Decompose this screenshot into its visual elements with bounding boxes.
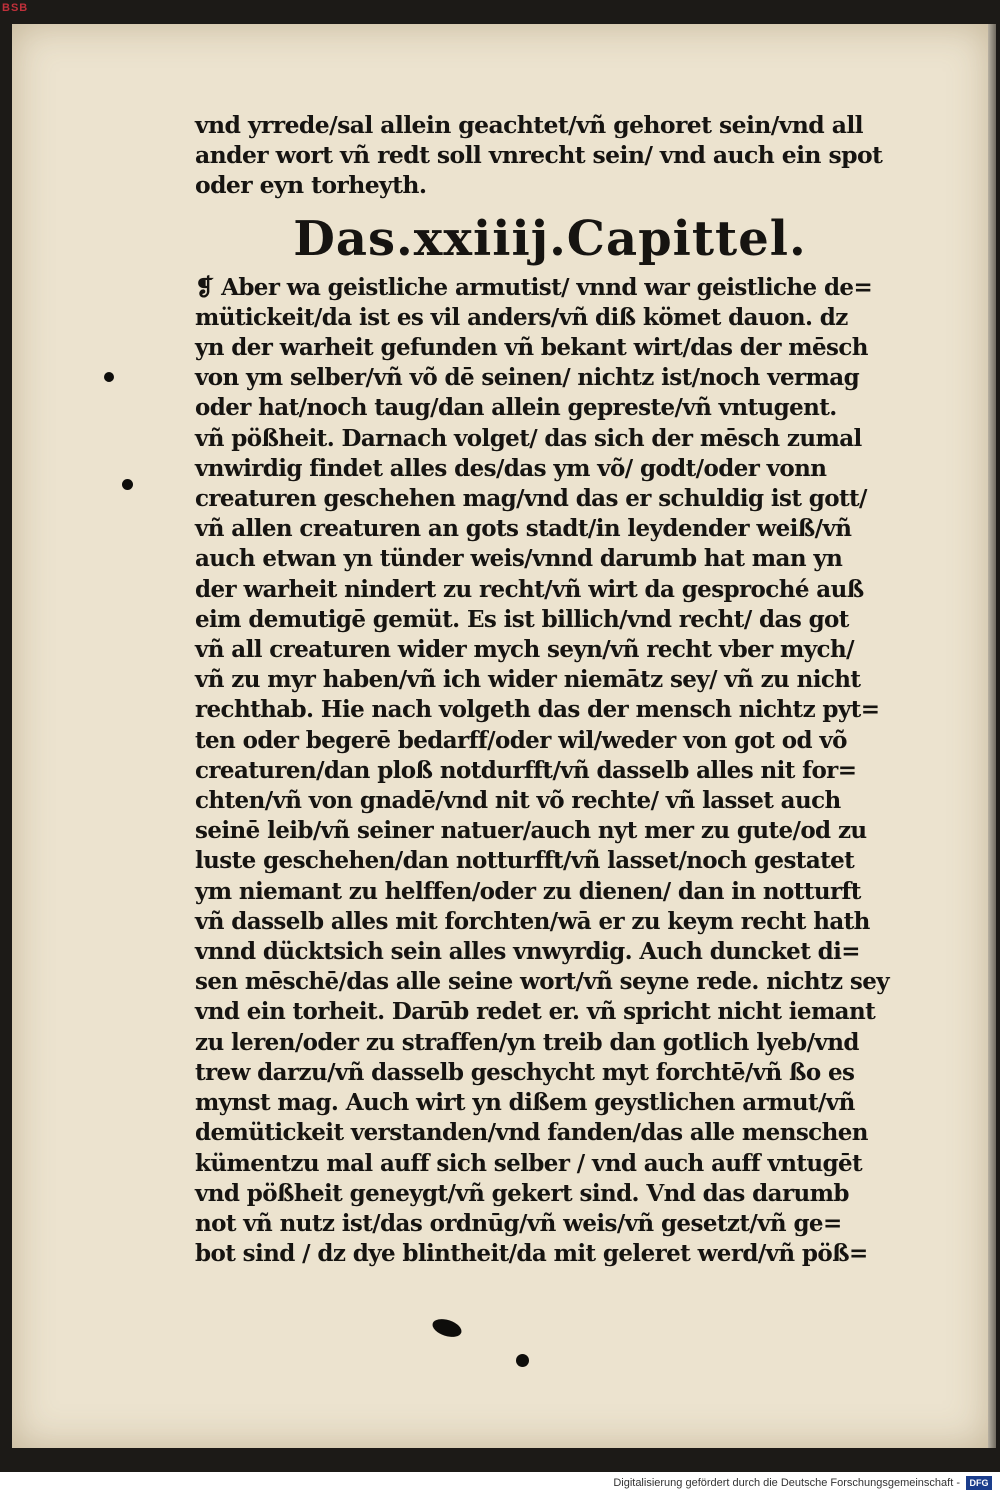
text-line: der warheit nindert zu recht/vñ wirt da gesproché auß [195,575,864,603]
text-line: vnwirdig findet alles des/das ym võ/ godt/oder vonn [195,454,827,482]
text-line: vnd pößheit geneygt/vñ gekert sind. Vnd das darumb [195,1179,849,1207]
text-line: auch etwan yn tünder weis/vnnd darumb hat man yn [195,545,843,573]
text-line: ten oder begerē bedarff/oder wil/weder von got od võ [195,726,847,754]
text-line: kümentzu mal auff sich selber / vnd auch auff vntugēt [195,1149,863,1177]
text-line: bot sind / dz dye blintheit/da mit geleret werd/vñ pöß= [195,1240,868,1268]
text-line: vñ allen creaturen an gots stadt/in leydender weiß/vñ [195,515,852,543]
text-line: sen mēschē/das alle seine wort/vñ seyne rede. nichtz sey [195,968,890,996]
ink-spot [104,372,114,382]
text-block [195,110,895,1269]
text-line: vnd yrrede/sal allein geachtet/vñ gehoret sein/vnd all [195,111,863,139]
lead-paragraph [195,110,895,201]
ink-spot [516,1354,529,1367]
chapter-body [195,273,895,1270]
text-line: ym niemant zu helffen/oder zu dienen/ dan in notturft [195,877,861,905]
text-line: ❡ Aber wa geistliche armutist/ vnnd war geistliche de= [195,273,873,301]
ink-spot [122,479,133,490]
text-line: vñ dasselb alles mit forchten/wā er zu keym recht hath [195,907,870,935]
text-line: chten/vñ von gnadē/vnd nit võ rechte/ vñ lasset auch [195,787,841,815]
bsb-watermark: BSB [2,2,29,14]
text-line: von ym selber/vñ võ dē seinen/ nichtz ist/noch vermag [195,364,860,392]
text-line: demütickeit verstanden/vnd fanden/das alle menschen [195,1119,868,1147]
text-line: seinē leib/vñ seiner natuer/auch nyt mer zu gute/od zu [195,817,867,845]
text-line: vnd ein torheit. Darūb redet er. vñ spricht nicht iemant [195,998,876,1026]
text-line: eim demutigē gemüt. Es ist billich/vnd recht/ das got [195,605,849,633]
text-line: zu leren/oder zu straffen/yn treib dan gotlich lyeb/vnd [195,1028,859,1056]
dfg-logo[interactable]: DFG [966,1476,992,1490]
text-line: vñ all creaturen wider mych seyn/vñ recht vber mych/ [195,636,854,664]
text-line: mütickeit/da ist es vil anders/vñ diß kömet dauon. dz [195,303,848,331]
text-line: creaturen/dan ploß notdurfft/vñ dasselb alles nit for= [195,756,857,784]
ink-spot [430,1316,463,1340]
text-line: oder hat/noch taug/dan allein gepreste/vñ vntugent. [195,394,837,422]
text-line: luste geschehen/dan notturfft/vñ lasset/noch gestatet [195,847,855,875]
text-line: trew darzu/vñ dasselb geschycht myt forchtē/vñ ßo es [195,1058,855,1086]
text-line: creaturen geschehen mag/vnd das er schuldig ist gott/ [195,485,867,513]
text-line: rechthab. Hie nach volgeth das der mensch nichtz pyt= [195,696,880,724]
funding-credit: Digitalisierung gefördert durch die Deutsche Forschungsgemeinschaft - [613,1477,960,1489]
footer-bar [0,1472,1000,1495]
text-line: oder eyn torheyth. [195,171,427,200]
page-edge [988,24,996,1448]
text-line: vnnd dücktsich sein alles vnwyrdig. Auch duncket di= [195,938,860,966]
text-line: ander wort vñ redt soll vnrecht sein/ vnd auch ein spot [195,141,883,170]
text-line: not vñ nutz ist/das ordnūg/vñ weis/vñ gesetzt/vñ ge= [195,1209,842,1237]
chapter-heading: Das.xxiiij.Capittel. [293,210,807,267]
text-line: mynst mag. Auch wirt yn dißem geystlichen armut/vñ [195,1089,855,1117]
text-line: vñ zu myr haben/vñ ich wider niemātz sey/ vñ zu nicht [195,666,861,694]
text-line: vñ pößheit. Darnach volget/ das sich der mēsch zumal [195,424,862,452]
text-line: yn der warheit gefunden vñ bekant wirt/das der mēsch [195,334,868,362]
